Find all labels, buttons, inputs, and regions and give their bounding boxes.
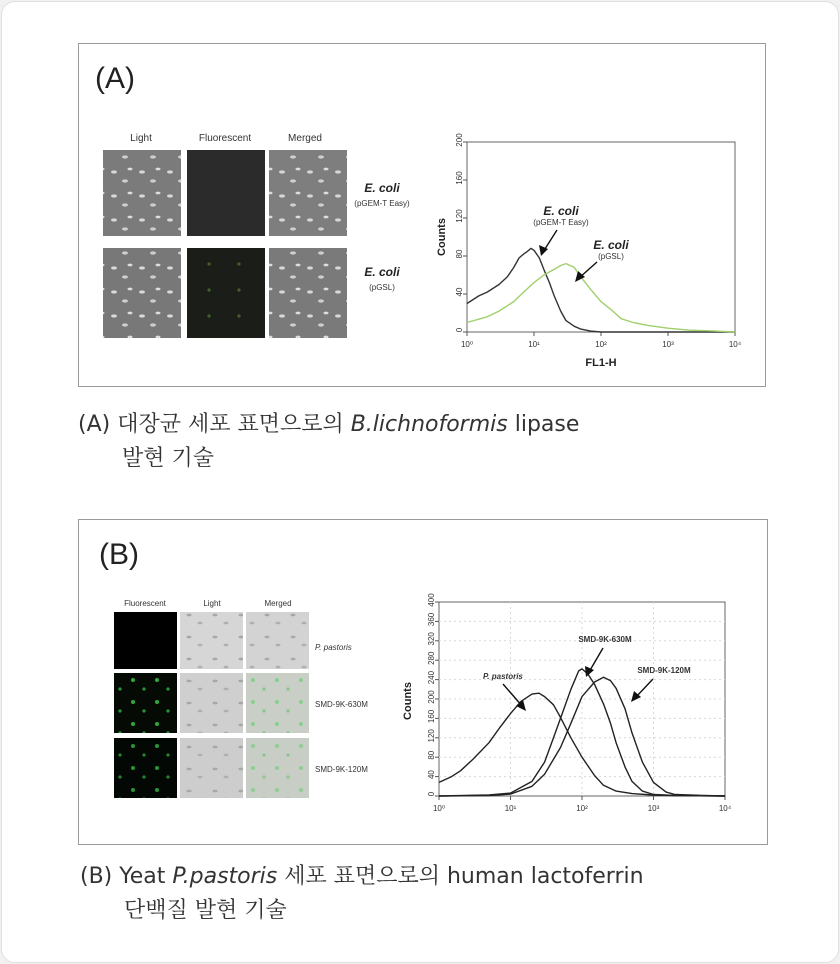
panel-b-label: (B) <box>99 538 139 571</box>
row-b-label-3: SMD-9K-120M <box>315 765 368 774</box>
annot-a-1-strain: E. coli <box>543 204 579 218</box>
caption-a-suffix: lipase <box>507 412 580 437</box>
y-tick-label: 40 <box>427 770 436 780</box>
y-axis-label-b: Counts <box>402 682 414 720</box>
grid-b-header-merged: Merged <box>264 599 292 608</box>
y-tick-label: 200 <box>427 690 436 704</box>
y-tick-label: 200 <box>455 133 464 147</box>
y-tick-label: 240 <box>427 670 436 685</box>
caption-b <box>80 860 644 928</box>
x-tick-label: 10⁰ <box>460 340 474 349</box>
caption-a-prefix: (A) 대장균 세포 표면으로의 <box>78 412 351 437</box>
panel-a-label: (A) <box>95 62 135 95</box>
histogram-a <box>436 133 742 369</box>
grid-b-header-light: Light <box>203 599 221 608</box>
caption-b-prefix: (B) Yeat <box>80 864 173 889</box>
micrograph-b-fluorescent-1 <box>114 612 177 669</box>
x-axis-label-a: FL1-H <box>585 357 617 369</box>
y-tick-label: 80 <box>427 750 436 760</box>
x-tick-label: 10⁰ <box>432 804 446 813</box>
panel-a-figure <box>79 44 765 386</box>
y-tick-label: 280 <box>427 651 436 665</box>
y-tick-label: 360 <box>427 612 436 627</box>
caption-a-italic: B.lichnoformis <box>350 412 508 437</box>
plot-frame-a <box>467 142 735 332</box>
y-tick-label: 80 <box>455 249 464 259</box>
caption-a-line2: 발현 기술 <box>122 446 215 471</box>
y-tick-label: 40 <box>455 287 464 297</box>
y-tick-label: 0 <box>455 327 464 333</box>
x-tick-label: 10⁴ <box>728 340 742 349</box>
y-tick-label: 320 <box>427 632 436 646</box>
histogram-b <box>402 593 732 813</box>
y-axis-label-a: Counts <box>436 218 448 256</box>
x-tick-label: 10³ <box>647 804 660 813</box>
grid-header-merged: Merged <box>288 133 322 144</box>
y-tick-label: 120 <box>427 729 436 743</box>
caption-b-italic: P.pastoris <box>172 864 278 889</box>
panel-a <box>78 43 766 387</box>
panel-b <box>78 519 768 845</box>
row-b-label-2: SMD-9K-630M <box>315 700 368 709</box>
caption-a <box>78 408 579 476</box>
x-tick-label: 10³ <box>662 340 674 349</box>
y-tick-label: 400 <box>427 593 436 607</box>
y-tick-label: 160 <box>455 171 464 185</box>
grid-header-fluorescent: Fluorescent <box>198 133 252 144</box>
y-tick-label: 0 <box>427 791 436 797</box>
annot-b-1: P. pastoris <box>483 672 523 681</box>
micrograph-fluorescent-1 <box>187 150 265 236</box>
row-b-label-1: P. pastoris <box>315 643 352 652</box>
annot-b-3: SMD-9K-120M <box>637 666 691 675</box>
annot-a-1-sub: (pGEM-T Easy) <box>533 218 589 227</box>
row-plasmid-1: (pGEM-T Easy) <box>354 199 410 208</box>
annot-a-2-sub: (pGSL) <box>598 252 624 261</box>
annot-b-2: SMD-9K-630M <box>578 635 632 644</box>
row-strain-2: E. coli <box>364 265 400 279</box>
caption-b-line2: 단백질 발현 기술 <box>124 898 287 923</box>
x-tick-label: 10¹ <box>504 804 517 813</box>
panel-b-figure <box>79 520 767 844</box>
row-strain-1: E. coli <box>364 181 400 195</box>
x-tick-label: 10¹ <box>528 340 540 349</box>
grid-header-light: Light <box>130 133 152 144</box>
y-tick-label: 120 <box>455 209 464 223</box>
x-tick-label: 10² <box>576 804 588 813</box>
x-tick-label: 10⁴ <box>718 804 732 813</box>
y-tick-label: 160 <box>427 709 436 724</box>
annot-a-2-strain: E. coli <box>593 238 629 252</box>
series-line-2 <box>467 264 735 332</box>
grid-b-header-fluorescent: Fluorescent <box>124 599 166 608</box>
caption-b-suffix: 세포 표면으로의 human lactoferrin <box>277 864 644 889</box>
x-tick-label: 10² <box>595 340 607 349</box>
row-plasmid-2: (pGSL) <box>369 283 395 292</box>
